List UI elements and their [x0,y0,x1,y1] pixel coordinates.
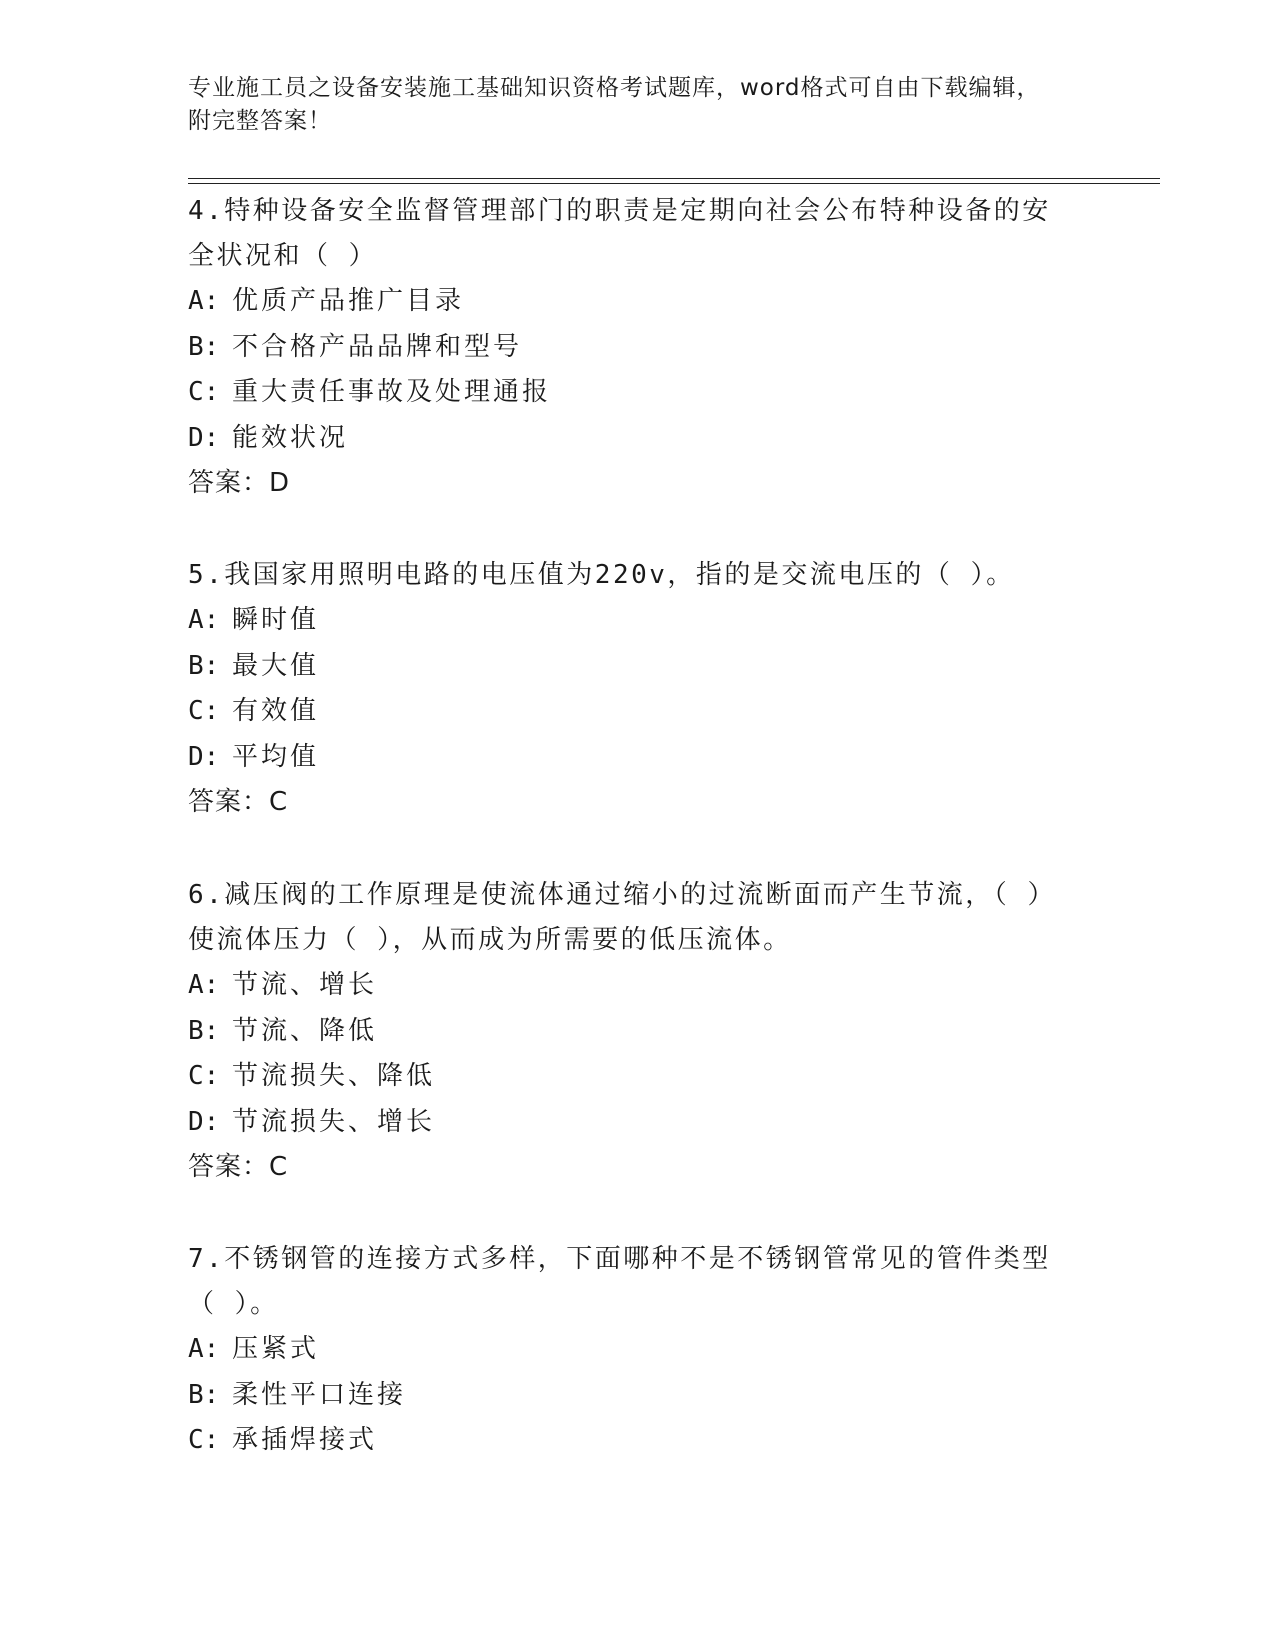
option-c [188,1054,1088,1100]
header-line-2: 附完整答案！ [188,108,332,134]
option-key: D: [188,1106,220,1137]
option-text: 不合格产品品牌和型号 [232,331,523,362]
option-key: C: [188,696,220,726]
document-header [188,72,1088,138]
option-key: B: [188,1015,220,1046]
header-divider-bottom [188,183,1160,184]
option-a [188,279,1088,325]
option-key: A: [188,1334,220,1364]
option-text: 承插焊接式 [232,1425,378,1455]
option-b [188,1009,1088,1055]
option-a [188,598,1088,644]
option-a [188,1327,1088,1373]
option-b [188,644,1088,690]
option-key: C: [188,1425,220,1455]
option-text: 优质产品推广目录 [232,286,465,316]
option-key: C: [188,377,220,407]
option-c [188,370,1088,416]
question-4 [188,189,1088,506]
option-key: D: [188,422,220,453]
question-stem-line: （ ）。 [188,1289,279,1319]
question-stem-line: 5.我国家用照明电路的电压值为220v，指的是交流电压的（ ）。 [188,560,1015,590]
option-key: B: [188,650,220,681]
option-key: B: [188,331,220,362]
option-b [188,1373,1088,1419]
option-text: 节流损失、增长 [232,1106,436,1137]
option-text: 瞬时值 [232,605,320,635]
option-b [188,325,1088,371]
question-5 [188,553,1088,825]
option-text: 最大值 [232,650,320,681]
question-6 [188,873,1088,1190]
option-key: B: [188,1379,220,1410]
question-stem-line: 7.不锈钢管的连接方式多样，下面哪种不是不锈钢管常见的管件类型 [188,1244,1051,1274]
option-text: 能效状况 [232,422,349,453]
option-text: 节流、增长 [232,970,378,1000]
question-stem-line: 6.减压阀的工作原理是使流体通过缩小的过流断面而产生节流，（ ） [188,880,1056,910]
option-d [188,416,1088,462]
option-c [188,1418,1088,1464]
option-text: 压紧式 [232,1334,320,1364]
option-key: D: [188,741,220,772]
option-text: 柔性平口连接 [232,1379,407,1410]
option-c [188,689,1088,735]
question-7 [188,1237,1088,1464]
question-stem-line: 4.特种设备安全监督管理部门的职责是定期向社会公布特种设备的安 [188,196,1051,226]
option-text: 重大责任事故及处理通报 [232,377,552,407]
option-text: 有效值 [232,696,320,726]
option-key: A: [188,605,220,635]
question-stem-line: 使流体压力（ ），从而成为所需要的低压流体。 [188,925,792,955]
header-line-1: 专业施工员之设备安装施工基础知识资格考试题库，word格式可自由下载编辑， [188,75,1041,101]
answer: 答案：D [188,468,291,498]
option-text: 平均值 [232,741,320,772]
option-a [188,963,1088,1009]
option-key: C: [188,1061,220,1091]
answer: 答案：C [188,787,289,817]
option-key: A: [188,970,220,1000]
option-text: 节流损失、降低 [232,1061,436,1091]
option-text: 节流、降低 [232,1015,378,1046]
option-d [188,1100,1088,1146]
question-stem-line: 全状况和（ ） [188,241,378,271]
option-d [188,735,1088,781]
answer: 答案：C [188,1152,289,1182]
header-divider-top [188,178,1160,179]
option-key: A: [188,286,220,316]
